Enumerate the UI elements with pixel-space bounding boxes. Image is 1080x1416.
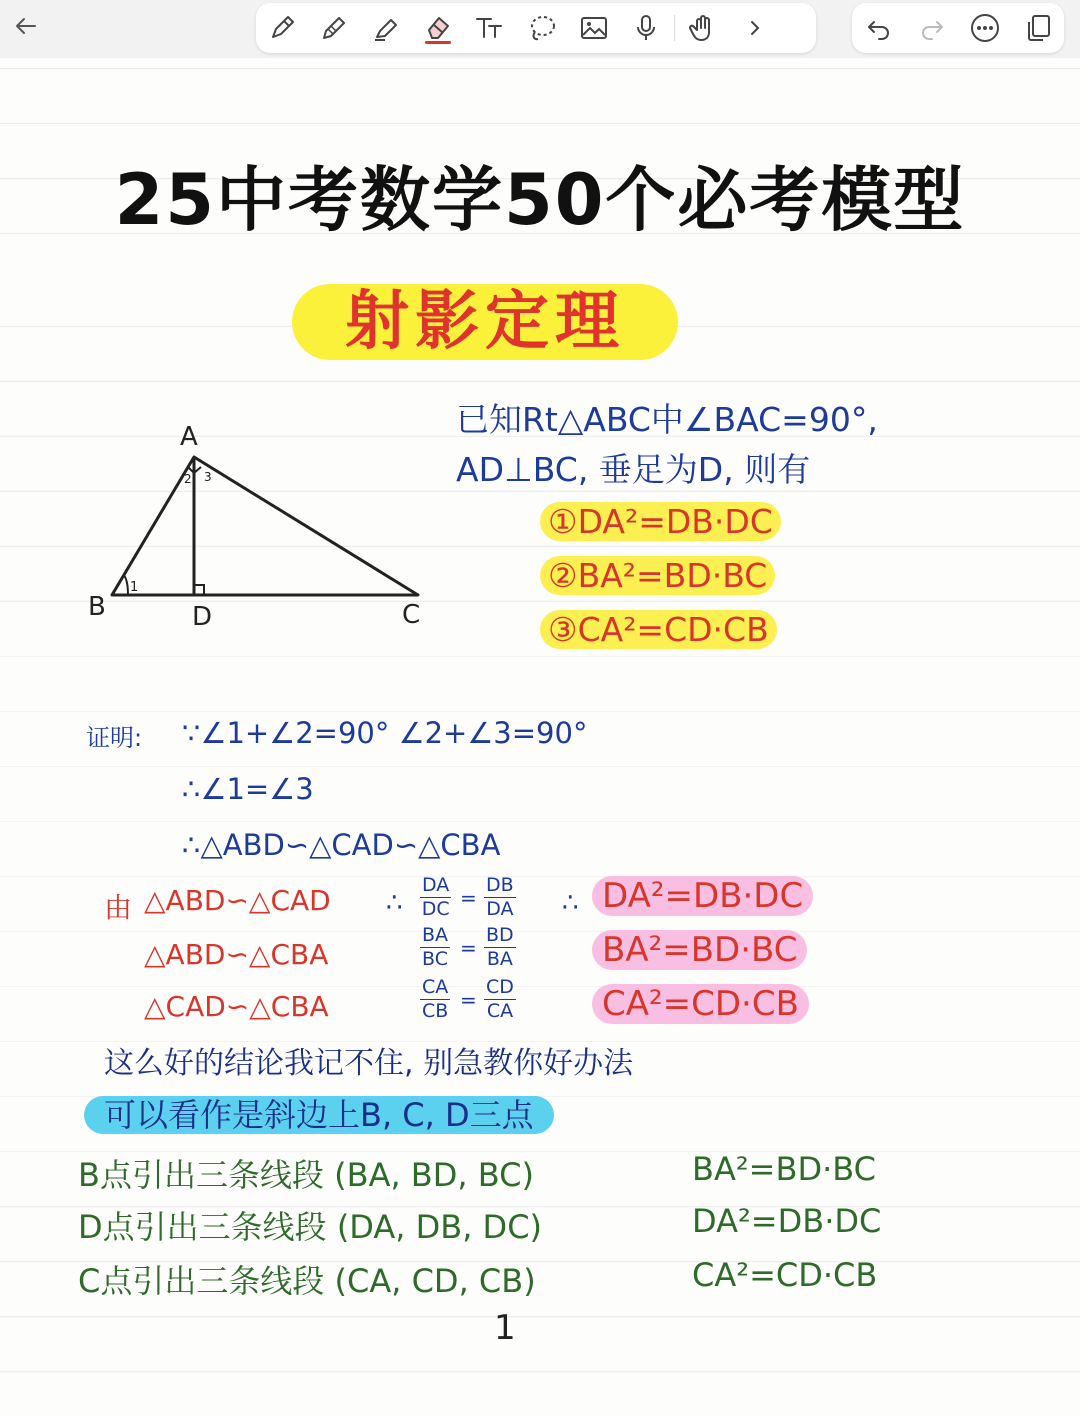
lasso-icon bbox=[526, 12, 558, 44]
conclusion-1: DA²=DB·DC bbox=[592, 876, 813, 916]
method-text: 可以看作是斜边上B, C, D三点 bbox=[84, 1096, 554, 1134]
label-a: A bbox=[180, 422, 198, 452]
fraction-denominator: BC bbox=[422, 948, 448, 970]
label-d: D bbox=[192, 602, 213, 632]
action-group bbox=[852, 3, 1064, 53]
ratio-1-left bbox=[420, 874, 451, 921]
microphone-icon bbox=[630, 12, 662, 44]
redo-icon bbox=[918, 14, 946, 42]
microphone-tool[interactable] bbox=[620, 5, 672, 51]
pen-icon bbox=[266, 12, 298, 44]
more-icon bbox=[969, 12, 1001, 44]
highlighter-tool[interactable] bbox=[360, 5, 412, 51]
equals-sign: = bbox=[460, 936, 477, 960]
tip-text: 这么好的结论我记不住, 别急教你好办法 bbox=[104, 1046, 634, 1081]
method-result-c: CA²=CD·CB bbox=[692, 1256, 878, 1294]
result-2: ②BA²=BD·BC bbox=[540, 556, 775, 595]
result-3: ③CA²=CD·CB bbox=[540, 610, 777, 649]
page-number: 1 bbox=[494, 1308, 516, 1348]
toolbar bbox=[0, 0, 1080, 58]
from-label: 由 bbox=[104, 891, 133, 924]
proof-label: 证明: bbox=[86, 724, 143, 752]
fraction-numerator: BA bbox=[422, 924, 449, 946]
fraction-denominator: BA bbox=[486, 948, 513, 970]
triangle-figure bbox=[80, 413, 450, 638]
method-line-c: C点引出三条线段 (CA, CD, CB) bbox=[78, 1262, 536, 1300]
triangle-outline bbox=[112, 457, 418, 595]
method-result-d: DA²=DB·DC bbox=[692, 1202, 882, 1240]
eraser-icon bbox=[421, 10, 455, 46]
fraction-denominator: CB bbox=[421, 1000, 449, 1022]
back-arrow-icon bbox=[13, 13, 39, 39]
similar-2: △ABD∽△CBA bbox=[144, 938, 329, 971]
fraction-denominator: CA bbox=[486, 1000, 514, 1022]
more-tools-button[interactable] bbox=[729, 5, 781, 51]
back-button[interactable] bbox=[8, 8, 44, 44]
chevron-right-icon bbox=[743, 16, 767, 40]
method-line-b: B点引出三条线段 (BA, BD, BC) bbox=[78, 1156, 534, 1194]
ratio-2-left bbox=[420, 924, 450, 971]
pencil-tool[interactable] bbox=[308, 5, 360, 51]
tool-group bbox=[256, 3, 816, 53]
lasso-tool[interactable] bbox=[516, 5, 568, 51]
theorem-title: 射影定理 bbox=[345, 284, 625, 359]
equals-sign: = bbox=[460, 988, 477, 1012]
hand-tool[interactable] bbox=[677, 5, 729, 51]
fraction-numerator: BD bbox=[486, 924, 514, 946]
pencil-icon bbox=[318, 12, 350, 44]
redo-button[interactable] bbox=[909, 5, 955, 51]
conclusion-3: CA²=CD·CB bbox=[592, 984, 809, 1024]
angle-1-arc bbox=[124, 575, 128, 595]
undo-icon bbox=[865, 14, 893, 42]
fraction-numerator: DA bbox=[422, 874, 450, 896]
therefore-symbol-1: ∴ bbox=[386, 888, 403, 918]
given-line-2: AD⊥BC, 垂足为D, 则有 bbox=[456, 450, 811, 489]
toolbar-divider bbox=[674, 15, 675, 41]
text-tool[interactable] bbox=[464, 5, 516, 51]
similar-1: △ABD∽△CAD bbox=[144, 884, 331, 917]
fraction-numerator: DB bbox=[486, 874, 514, 896]
text-icon bbox=[473, 12, 507, 44]
proof-line-1: ∵∠1+∠2=90° ∠2+∠3=90° bbox=[182, 716, 588, 750]
proof-line-3: ∴△ABD∽△CAD∽△CBA bbox=[182, 828, 501, 862]
method-result-b: BA²=BD·BC bbox=[692, 1150, 876, 1188]
angle-3-label: 3 bbox=[204, 470, 212, 484]
pen-tool[interactable] bbox=[256, 5, 308, 51]
hand-icon bbox=[687, 12, 719, 44]
pages-icon bbox=[1023, 13, 1053, 43]
given-line-1: 已知Rt△ABC中∠BAC=90°, bbox=[456, 400, 878, 439]
ratio-3-left bbox=[420, 976, 450, 1023]
angle-1-label: 1 bbox=[130, 580, 139, 595]
eraser-tool[interactable] bbox=[412, 5, 464, 51]
pages-button[interactable] bbox=[1015, 5, 1061, 51]
undo-button[interactable] bbox=[856, 5, 902, 51]
fraction-denominator: DA bbox=[486, 898, 514, 920]
angle-2-label: 2 bbox=[184, 472, 192, 486]
page-title: 25中考数学50个必考模型 bbox=[114, 159, 966, 241]
similar-3: △CAD∽△CBA bbox=[144, 990, 329, 1023]
label-c: C bbox=[402, 600, 421, 630]
image-icon bbox=[578, 12, 610, 44]
image-tool[interactable] bbox=[568, 5, 620, 51]
result-1: ①DA²=DB·DC bbox=[540, 502, 781, 541]
fraction-denominator: DC bbox=[421, 898, 450, 920]
equals-sign: = bbox=[460, 886, 477, 910]
method-line-d: D点引出三条线段 (DA, DB, DC) bbox=[78, 1208, 543, 1246]
ratio-3-right bbox=[484, 976, 516, 1023]
more-button[interactable] bbox=[962, 5, 1008, 51]
label-b: B bbox=[88, 592, 106, 622]
fraction-numerator: CD bbox=[486, 976, 514, 998]
note-page[interactable] bbox=[0, 58, 1080, 1416]
ratio-2-right bbox=[484, 924, 516, 971]
therefore-symbol-2: ∴ bbox=[562, 888, 579, 918]
highlighter-icon bbox=[370, 12, 402, 44]
ratio-1-right bbox=[484, 874, 516, 921]
proof-line-2: ∴∠1=∠3 bbox=[182, 772, 314, 806]
conclusion-2: BA²=BD·BC bbox=[592, 930, 807, 970]
fraction-numerator: CA bbox=[422, 976, 449, 998]
